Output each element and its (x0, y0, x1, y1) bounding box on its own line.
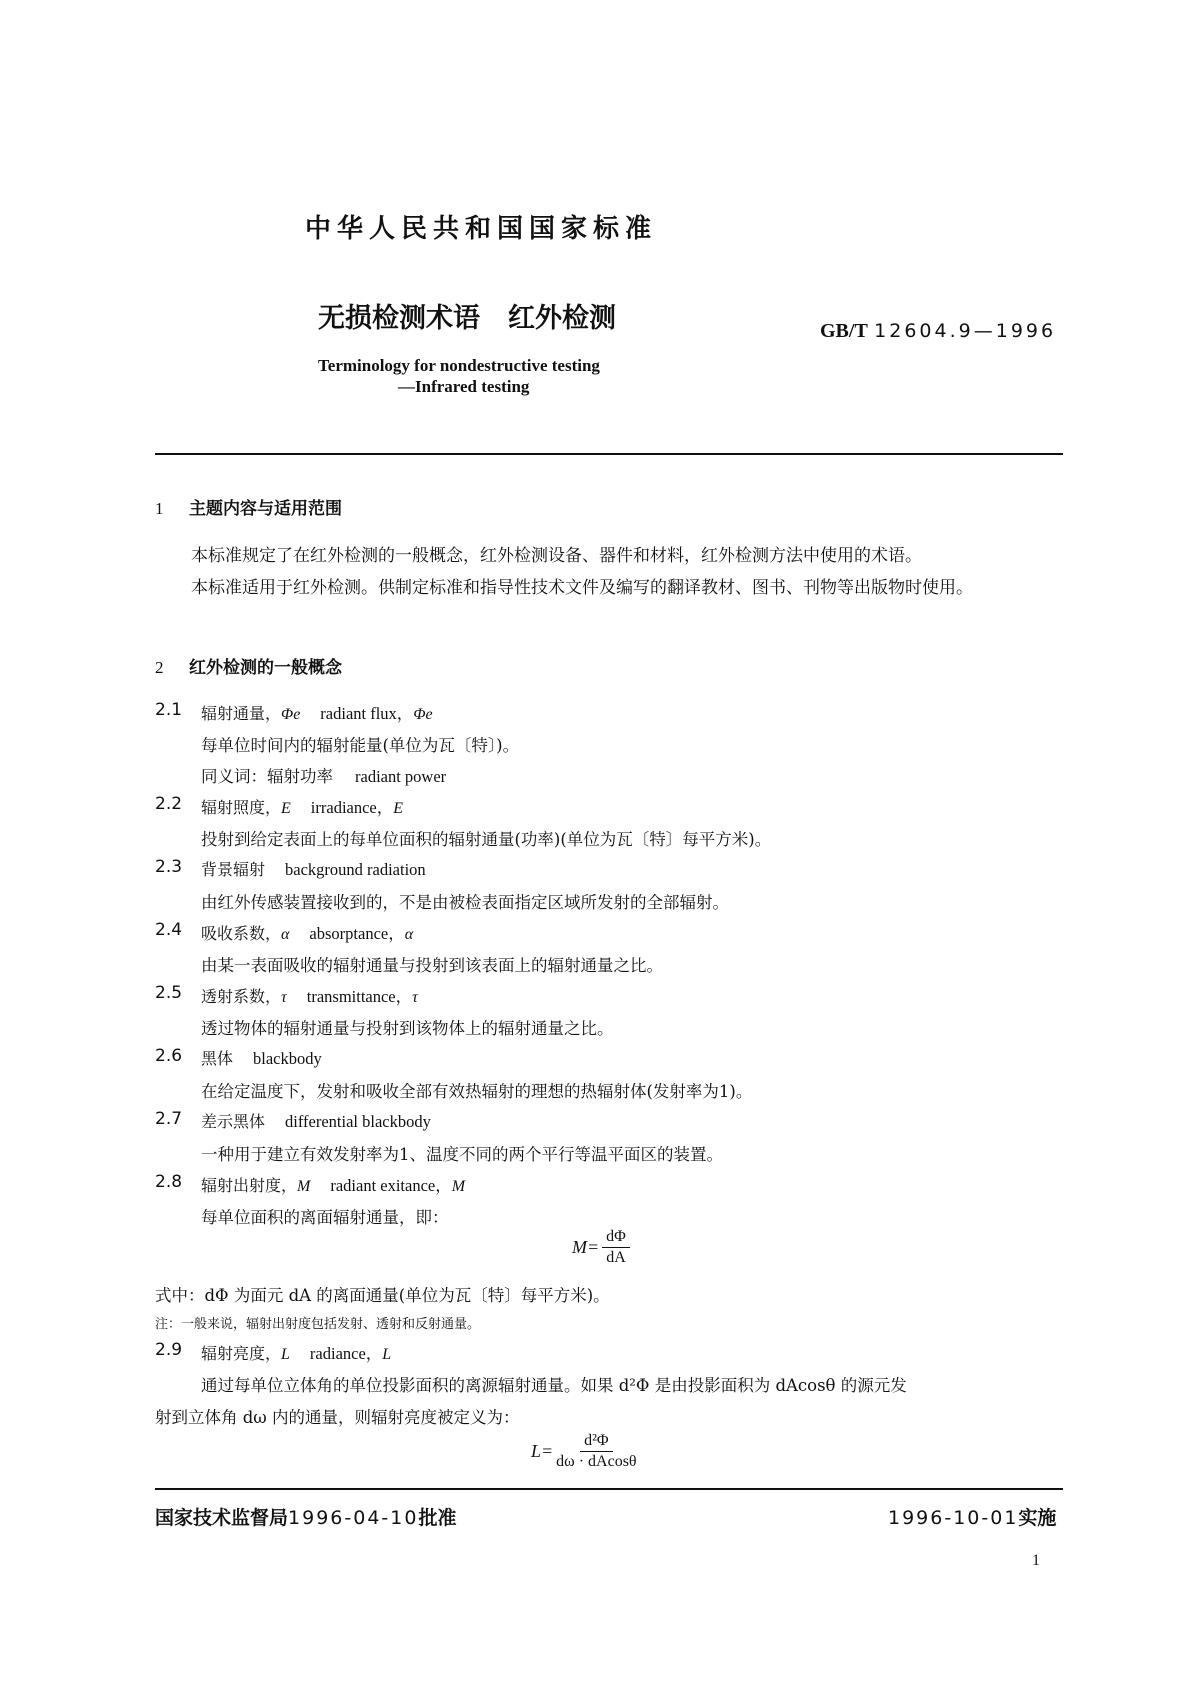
approval-line (155, 1503, 456, 1530)
english-title-line1: Terminology for nondestructive testing (318, 356, 600, 375)
section-1-heading (155, 494, 342, 519)
section-1-para-2: 本标准适用于红外检测。供制定标准和指导性技术文件及编写的翻译教材、图书、刊物等出版物时使用。 (191, 578, 973, 598)
item-2-8-term: 辐射出射度，M radiant exitance，M (201, 1176, 466, 1195)
header-divider (155, 453, 1063, 455)
item-2-2-number: 2.2 (155, 794, 183, 814)
item-2-8-note: 注：一般来说，辐射出射度包括发射、透射和反射通量。 (155, 1317, 481, 1332)
section-2-title: 红外检测的一般概念 (189, 658, 342, 678)
approval-org: 国家技术监督局 (155, 1507, 289, 1529)
item-2-1-symbol: Φe (281, 706, 301, 723)
section-2-heading (155, 653, 342, 678)
item-2-8-definition: 每单位面积的离面辐射通量，即： (201, 1208, 449, 1227)
section-2-number: 2 (155, 658, 164, 677)
item-2-9-definition-line2: 射到立体角 dω 内的通量，则辐射亮度被定义为： (155, 1408, 520, 1427)
item-2-9-definition-line1: 通过每单位立体角的单位投影面积的离源辐射通量。如果 d²Φ 是由投影面积为 dAcosθ 的源元发 (201, 1376, 907, 1395)
formula-2-8-denominator: dA (606, 1249, 626, 1266)
item-2-2-term: 辐射照度，E irradiance，E (201, 798, 404, 817)
item-2-1-definition: 每单位时间内的辐射能量(单位为瓦〔特〕)。 (201, 736, 520, 755)
item-2-5-definition: 透过物体的辐射通量与投射到该物体上的辐射通量之比。 (201, 1019, 614, 1038)
item-2-5-number: 2.5 (155, 983, 183, 1003)
item-2-3-term: 背景辐射 background radiation (201, 860, 426, 879)
standard-number (820, 318, 1056, 343)
chinese-title (318, 296, 616, 335)
item-2-1-term: 辐射通量，Φe radiant flux，Φe (201, 704, 433, 723)
english-title-line2: —Infrared testing (398, 377, 530, 396)
item-2-1-synonym: 同义词：辐射功率 radiant power (201, 767, 447, 786)
section-1-para-1: 本标准规定了在红外检测的一般概念，红外检测设备、器件和材料，红外检测方法中使用的术语。 (191, 546, 922, 566)
formula-2-8-lhs: M= (572, 1237, 600, 1257)
item-2-3-number: 2.3 (155, 857, 183, 877)
item-2-1-english: radiant flux， (320, 704, 414, 723)
item-2-6-number: 2.6 (155, 1046, 183, 1066)
standard-code: 12604.9—1996 (874, 320, 1057, 342)
chinese-title-part2: 红外检测 (508, 303, 616, 334)
item-2-8-number: 2.8 (155, 1172, 183, 1192)
formula-2-8-fraction (602, 1228, 630, 1267)
effective-date: 1996-10-01 (888, 1507, 1019, 1529)
formula-radiant-exitance (572, 1228, 630, 1267)
formula-2-8-numerator: dΦ (602, 1228, 630, 1248)
item-2-8-where: 式中：dΦ 为面元 dA 的离面通量(单位为瓦〔特〕每平方米)。 (155, 1286, 610, 1305)
section-1-number: 1 (155, 499, 164, 518)
footer-divider (155, 1488, 1063, 1490)
item-2-7-term: 差示黑体 differential blackbody (201, 1112, 431, 1131)
standard-prefix: GB/T (820, 320, 868, 342)
approval-label: 批准 (418, 1507, 457, 1529)
effective-line (888, 1503, 1056, 1530)
item-2-5-term: 透射系数，τ transmittance，τ (201, 987, 418, 1006)
item-2-4-definition: 由某一表面吸收的辐射通量与投射到该表面上的辐射通量之比。 (201, 956, 663, 975)
formula-2-9-fraction (556, 1432, 636, 1471)
effective-label: 实施 (1018, 1507, 1057, 1529)
section-1-title: 主题内容与适用范围 (189, 499, 342, 519)
national-standard-heading: 中华人民共和国国家标准 (305, 214, 658, 244)
item-2-7-number: 2.7 (155, 1109, 183, 1129)
formula-2-9-numerator: d²Φ (580, 1432, 613, 1452)
item-2-2-definition: 投射到给定表面上的每单位面积的辐射通量(功率)(单位为瓦〔特〕每平方米)。 (201, 830, 772, 849)
formula-2-9-lhs: L= (531, 1441, 554, 1461)
item-2-6-term: 黑体 blackbody (201, 1049, 322, 1068)
approval-date: 1996-04-10 (288, 1507, 419, 1529)
page-number: 1 (1032, 1552, 1040, 1569)
item-2-9-term: 辐射亮度，L radiance，L (201, 1344, 392, 1363)
item-2-9-number: 2.9 (155, 1340, 183, 1360)
formula-radiance (531, 1432, 637, 1471)
formula-2-9-denominator: dω · dAcosθ (556, 1453, 637, 1470)
chinese-title-part1: 无损检测术语 (318, 303, 480, 334)
item-2-7-definition: 一种用于建立有效发射率为1、温度不同的两个平行等温平面区的装置。 (201, 1145, 723, 1164)
item-2-3-definition: 由红外传感装置接收到的，不是由被检表面指定区域所发射的全部辐射。 (201, 893, 729, 912)
item-2-1-synonym-english: radiant power (355, 767, 447, 786)
item-2-4-number: 2.4 (155, 920, 183, 940)
item-2-4-term: 吸收系数，α absorptance，α (201, 924, 414, 943)
item-2-1-number: 2.1 (155, 700, 183, 720)
item-2-6-definition: 在给定温度下，发射和吸收全部有效热辐射的理想的热辐射体(发射率为1)。 (201, 1082, 753, 1101)
